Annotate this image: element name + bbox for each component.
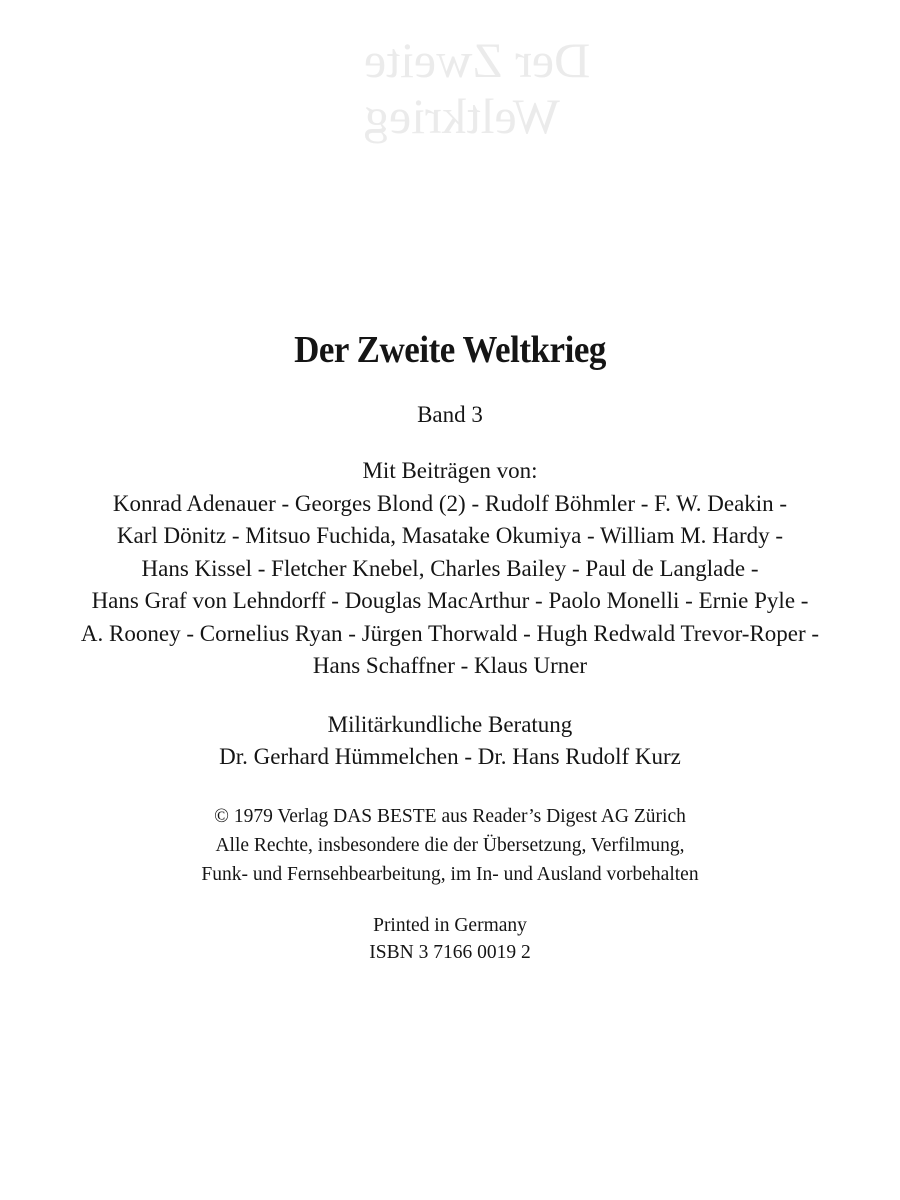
military-advice-names: Dr. Gerhard Hümmelchen - Dr. Hans Rudolf Kurz (219, 744, 681, 769)
book-title: Der Zweite Weltkrieg (294, 329, 606, 371)
contributors-line: Konrad Adenauer - Georges Blond (2) - Rudolf Böhmler - F. W. Deakin - (112, 490, 788, 516)
contributors-heading: Mit Beiträgen von: (362, 458, 538, 483)
copyright-section (0, 802, 900, 889)
contributors-line: Hans Graf von Lehndorff - Douglas MacArthur - Paolo Monelli - Ernie Pyle - (91, 588, 809, 613)
isbn: ISBN 3 7166 0019 2 (369, 942, 531, 963)
volume-number: Band 3 (417, 402, 483, 427)
rights-line: Alle Rechte, insbesondere die der Übersetzung, Verfilmung, (215, 835, 685, 856)
military-advice-heading: Militärkundliche Beratung (327, 712, 573, 737)
copyright-line: © 1979 Verlag DAS BESTE aus Reader’s Digest AG Zürich (214, 806, 686, 827)
printed-in: Printed in Germany (373, 915, 527, 936)
contributors-line: A. Rooney - Cornelius Ryan - Jürgen Thorwald - Hugh Redwald Trevor-Roper - (80, 620, 820, 646)
bleed-through-line-1: Der Zweite (363, 32, 590, 88)
printing-section (0, 912, 900, 966)
rights-line: Funk- und Fernsehbearbeitung, im In- und Ausland vorbehalten (201, 864, 699, 885)
contributors-line: Karl Dönitz - Mitsuo Fuchida, Masatake Okumiya - William M. Hardy - (116, 523, 784, 548)
bleed-through-line-2: Weltkrieg (363, 88, 560, 144)
contributors-line: Hans Kissel - Fletcher Knebel, Charles Bailey - Paul de Langlade - (141, 555, 759, 581)
military-advice-section (0, 709, 900, 773)
contributors-line: Hans Schaffner - Klaus Urner (312, 653, 588, 678)
contributors-section (0, 455, 900, 683)
